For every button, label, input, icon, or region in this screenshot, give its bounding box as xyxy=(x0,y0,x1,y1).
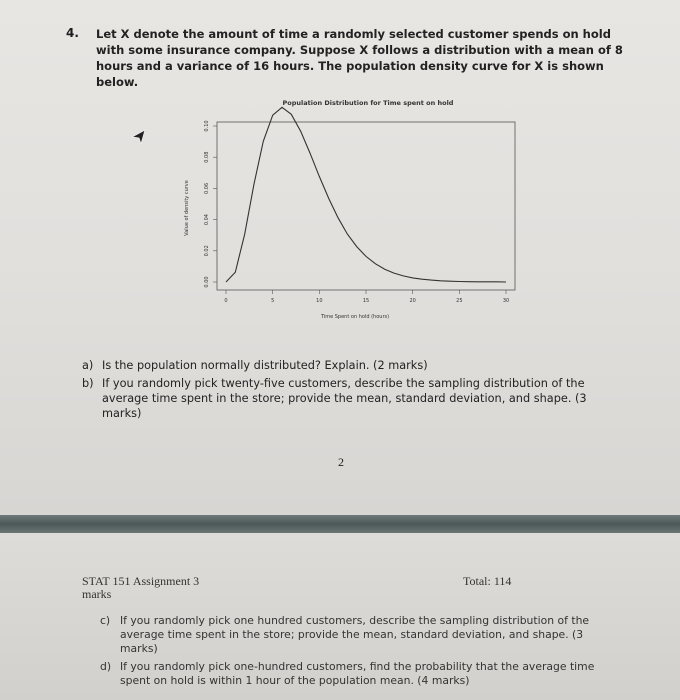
footer-total: Total: 114 xyxy=(463,574,512,588)
page-number: 2 xyxy=(338,455,344,469)
y-axis-label: Value of density curve xyxy=(184,180,190,236)
question-number: 4. xyxy=(66,26,79,40)
chart-title: Population Distribution for Time spent on hold xyxy=(282,99,454,107)
x-tick-label: 10 xyxy=(316,298,323,304)
part-c-text: If you randomly pick one hundred customers, describe the sampling distribution of the average time spent in the store; provide the mean, standard deviation, and shape. (3 marks) xyxy=(120,614,590,655)
part-d-label: d) xyxy=(100,660,112,673)
part-d xyxy=(100,660,600,688)
density-chart xyxy=(170,90,510,330)
x-tick-label: 0 xyxy=(224,298,228,304)
question-text: Let X denote the amount of time a randomly selected customer spends on hold with some insurance company. Suppose X follows a distribution with a mean of 8 hours and a variance of 16 hours. The population density curve for X is shown below. xyxy=(96,27,623,89)
part-a-label: a) xyxy=(82,359,94,372)
x-axis-ticks xyxy=(224,290,509,304)
y-tick-label: 0.02 xyxy=(204,245,210,257)
y-axis-ticks xyxy=(204,120,217,287)
part-c xyxy=(100,614,600,656)
y-tick-label: 0.04 xyxy=(204,214,210,226)
x-tick-label: 30 xyxy=(502,298,510,304)
y-tick-label: 0.08 xyxy=(204,151,210,163)
x-axis-label: Time Spent on hold (hours) xyxy=(320,314,390,320)
x-tick-label: 15 xyxy=(362,298,370,304)
x-tick-label: 20 xyxy=(409,298,416,304)
density-curve xyxy=(226,107,506,282)
x-tick-label: 5 xyxy=(271,298,275,304)
part-d-text: If you randomly pick one-hundred customers, find the probability that the average time spent on hold is within 1 hour of the population mean. (4 marks) xyxy=(120,660,595,687)
y-tick-label: 0.00 xyxy=(204,276,210,288)
question-parts-ab xyxy=(82,358,602,424)
part-b-label: b) xyxy=(82,377,94,390)
x-tick-label: 25 xyxy=(456,298,463,304)
y-tick-label: 0.06 xyxy=(204,182,210,194)
y-tick-label: 0.10 xyxy=(204,120,210,132)
part-b-text: If you randomly pick twenty-five customers, describe the sampling distribution of the average time spent in the store; provide the mean, standard deviation, and shape. (3 marks) xyxy=(102,377,587,420)
mouse-cursor-icon xyxy=(131,128,147,146)
footer-course-title: STAT 151 Assignment 3 xyxy=(82,574,200,588)
part-a xyxy=(82,358,602,373)
footer-marks: marks xyxy=(82,587,112,601)
question-parts-cd xyxy=(100,614,600,692)
part-b xyxy=(82,376,602,421)
part-c-label: c) xyxy=(100,614,111,627)
page-break-divider xyxy=(0,515,680,533)
part-a-text: Is the population normally distributed? Explain. (2 marks) xyxy=(102,359,428,372)
